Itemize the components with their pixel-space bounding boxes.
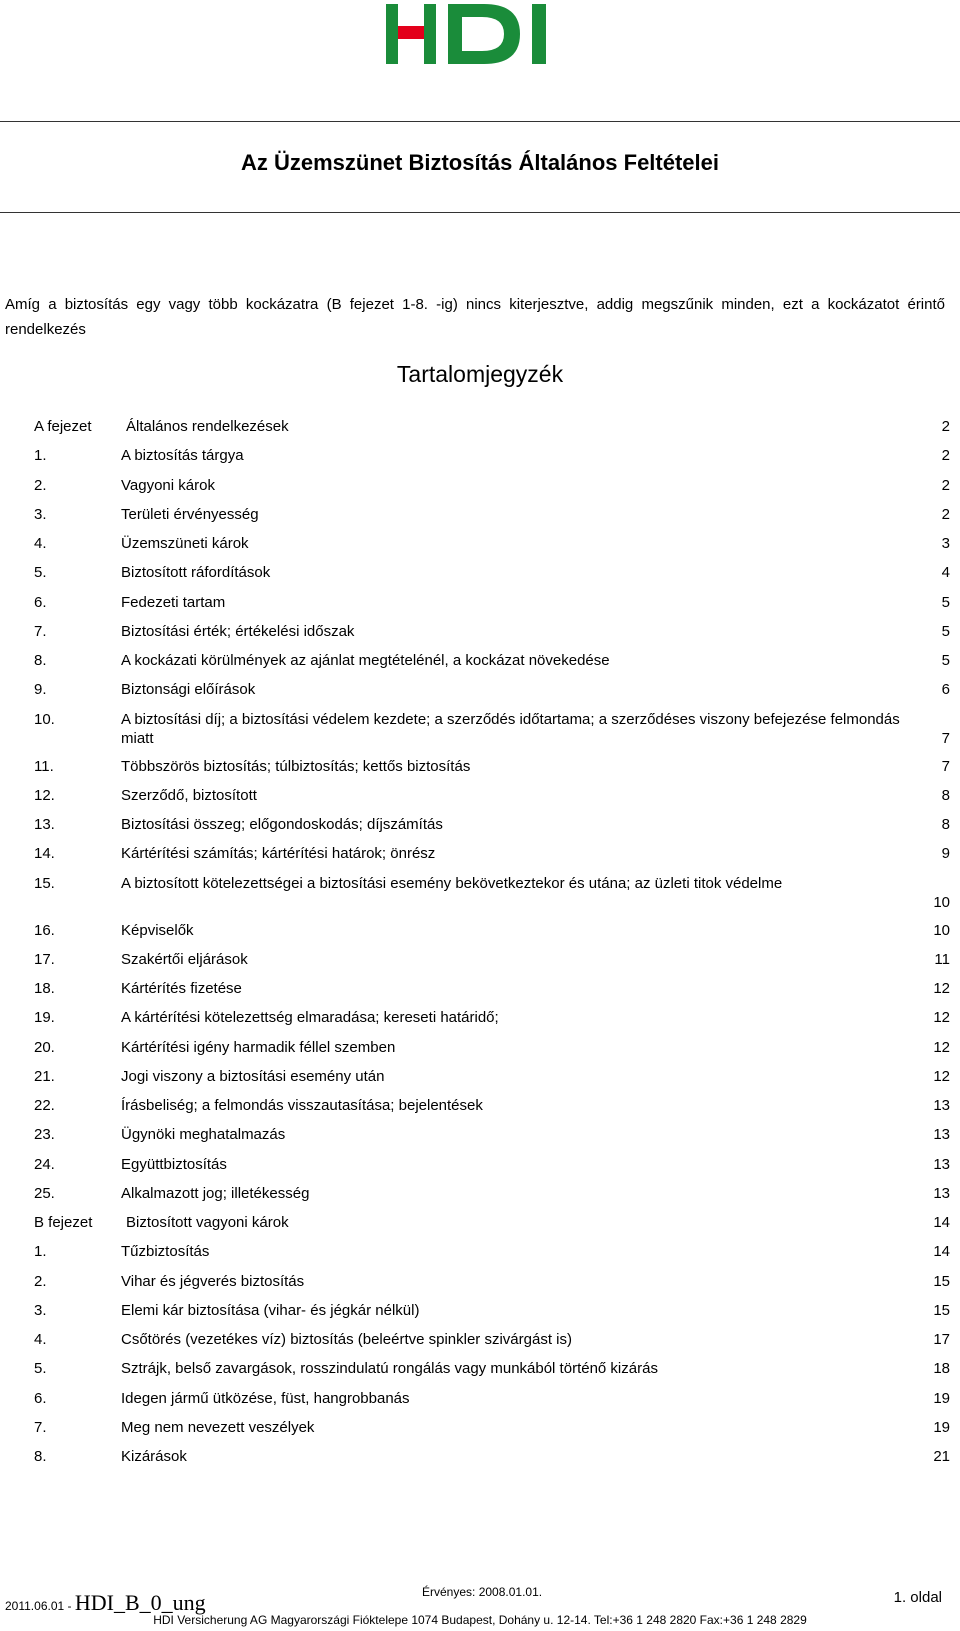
toc-entry-title: Biztosított vagyoni károk — [126, 1214, 289, 1231]
toc-entry-title: Biztosítási összeg; előgondoskodás; díjszámítás — [121, 816, 443, 833]
toc-entry-page: 5 — [941, 652, 950, 669]
toc-entry-page: 19 — [933, 1389, 950, 1407]
toc-entry-page: 11 — [934, 950, 950, 968]
footer-address: HDI Versicherung AG Magyarországi Fióktelepe 1074 Budapest, Dohány u. 12-14. Tel:+36 1 248 2820 Fax:+36 1 248 2829 — [153, 1613, 807, 1627]
toc-entry-title: Elemi kár biztosítása (vihar- és jégkár nélkül) — [121, 1301, 420, 1319]
footer-doc-code: HDI_B_0_ung — [74, 1590, 206, 1615]
toc-entry-number: 24. — [34, 1155, 55, 1173]
toc-entry-number: 9. — [34, 681, 47, 699]
toc-entry-title: Szerződő, biztosított — [121, 786, 257, 804]
toc-entry-title: Fedezeti tartam — [121, 593, 226, 611]
toc-entry[interactable] — [34, 1389, 950, 1418]
intro-paragraph — [5, 292, 945, 342]
toc-entry-number: 4. — [34, 1331, 47, 1348]
toc-entry-title: Együttbiztosítás — [121, 1155, 227, 1173]
toc-entry-page: 15 — [933, 1272, 950, 1290]
toc-entry-page: 9 — [941, 845, 950, 863]
header-divider — [0, 121, 960, 122]
toc-entry[interactable] — [34, 1213, 950, 1242]
toc-entry-title: Üzemszüneti károk — [121, 535, 249, 552]
toc-entry-title: A kockázati körülmények az ajánlat megtételénél, a kockázat növekedése — [121, 652, 610, 669]
toc-entry-page: 8 — [941, 786, 950, 804]
toc-entry[interactable] — [34, 476, 950, 505]
toc-entry-number: 1. — [34, 447, 47, 465]
toc-entry-title: Vagyoni károk — [121, 476, 215, 494]
toc-entry-number: 15. — [34, 874, 55, 892]
toc-entry-page: 2 — [941, 476, 950, 494]
logo-red-bar — [398, 26, 424, 39]
document-title: Az Üzemszünet Biztosítás Általános Feltételei — [241, 150, 719, 175]
toc-entry-page: 6 — [941, 681, 950, 699]
toc-entry-number: 19. — [34, 1009, 55, 1027]
toc-entry-number: 1. — [34, 1243, 47, 1261]
toc-entry[interactable] — [34, 786, 950, 815]
footer-page-number: 1. oldal — [893, 1589, 942, 1606]
toc-entry-page: 14 — [933, 1243, 950, 1261]
toc-entry[interactable] — [34, 1330, 950, 1359]
toc-entry-title: Vihar és jégverés biztosítás — [121, 1272, 305, 1290]
toc-entry-number: 22. — [34, 1097, 55, 1114]
toc-entry-title: Kizárások — [121, 1448, 187, 1465]
title-divider — [0, 212, 960, 213]
toc-entry-title: Általános rendelkezések — [126, 418, 289, 435]
toc-entry[interactable] — [34, 1242, 950, 1271]
toc-entry[interactable] — [34, 1008, 950, 1037]
toc-entry-title: Írásbeliség; a felmondás visszautasítása; bejelentések — [121, 1097, 483, 1114]
toc-entry-page: 13 — [933, 1184, 950, 1202]
toc-entry[interactable] — [34, 1184, 950, 1213]
toc-entry[interactable] — [34, 1272, 950, 1301]
toc-entry-title: Ügynöki meghatalmazás — [121, 1126, 286, 1144]
toc-entry-page: 17 — [933, 1331, 950, 1348]
toc-entry-number: 2. — [34, 476, 47, 494]
toc-entry-number: 23. — [34, 1126, 55, 1144]
toc-entry-number: 18. — [34, 980, 55, 997]
hdi-logo — [386, 4, 556, 64]
toc-entry-page: 13 — [933, 1155, 950, 1173]
toc-entry-number: B fejezet — [34, 1214, 93, 1231]
toc-entry-title: A biztosítás tárgya — [121, 447, 244, 465]
toc-entry[interactable] — [34, 1038, 950, 1067]
toc-entry[interactable] — [34, 874, 950, 921]
toc-entry-page: 12 — [933, 1009, 950, 1027]
toc-entry-number: 8. — [34, 1448, 47, 1465]
toc-entry-title: Csőtörés (vezetékes víz) biztosítás (beleértve spinkler szivárgást is) — [121, 1331, 572, 1348]
footer-valid-date: Érvényes: 2008.01.01. — [422, 1585, 543, 1599]
toc-entry-title: Kártérítési számítás; kártérítési határok; önrész — [121, 845, 436, 863]
toc-entry-number: 2. — [34, 1272, 47, 1290]
toc-entry-number: 6. — [34, 593, 47, 611]
toc-entry[interactable] — [34, 417, 950, 446]
toc-entry[interactable] — [34, 534, 950, 563]
toc-entry[interactable] — [34, 1067, 950, 1096]
toc-entry-page: 2 — [941, 505, 950, 523]
toc-entry-title: A kártérítési kötelezettség elmaradása; kereseti határidő; — [121, 1009, 499, 1027]
toc-entry[interactable] — [34, 979, 950, 1008]
toc-entry[interactable] — [34, 844, 950, 873]
toc-entry-number: 17. — [34, 950, 55, 968]
toc-entry[interactable] — [34, 815, 950, 844]
toc-entry-number: 14. — [34, 845, 55, 863]
toc-entry-number: 3. — [34, 1301, 47, 1319]
toc-entry-title: Sztrájk, belső zavargások, rosszindulatú rongálás vagy munkából történő kizárás — [121, 1360, 658, 1378]
toc-entry-page: 13 — [933, 1126, 950, 1144]
toc-entry-page: 4 — [941, 564, 950, 582]
intro-text: Amíg a biztosítás egy vagy több kockázatra (B fejezet 1-8. -ig) nincs kiterjesztve, addig megszűnik minden, ezt a kockázatot érintő rendelkezés — [5, 296, 945, 338]
toc-entry[interactable] — [34, 921, 950, 950]
toc-entry[interactable] — [34, 593, 950, 622]
toc-entry-title: Idegen jármű ütközése, füst, hangrobbanás — [121, 1389, 410, 1407]
toc-entry[interactable] — [34, 1418, 950, 1447]
toc-entry-page: 15 — [933, 1301, 950, 1319]
table-of-contents — [34, 417, 950, 1476]
toc-entry-page: 10 — [933, 893, 950, 911]
toc-entry[interactable] — [34, 446, 950, 475]
toc-entry-number: 7. — [34, 1418, 47, 1436]
toc-entry-number: 20. — [34, 1038, 55, 1056]
toc-entry-page: 18 — [933, 1360, 950, 1378]
toc-entry[interactable] — [34, 1096, 950, 1125]
toc-entry-page: 12 — [933, 980, 950, 997]
toc-entry-title: Többszörös biztosítás; túlbiztosítás; kettős biztosítás — [121, 757, 471, 775]
toc-entry-title: Szakértői eljárások — [121, 950, 248, 968]
footer-date: 2011.06.01 - — [5, 1599, 72, 1613]
toc-entry-page: 2 — [941, 447, 950, 465]
toc-entry-title: A biztosított kötelezettségei a biztosítási esemény bekövetkeztekor és utána; az üzleti titok védelme — [121, 874, 783, 892]
toc-entry-page: 5 — [941, 622, 950, 640]
toc-entry-number: 8. — [34, 652, 47, 669]
toc-entry-title: A biztosítási díj; a biztosítási védelem kezdete; a szerződés időtartama; a szerződéses viszony befejezése felmondás miatt — [121, 710, 900, 747]
toc-entry-number: 6. — [34, 1389, 47, 1407]
toc-entry-number: 4. — [34, 535, 47, 552]
toc-entry-title: Tűzbiztosítás — [121, 1243, 210, 1261]
toc-entry[interactable] — [34, 680, 950, 709]
toc-entry-page: 19 — [933, 1418, 950, 1436]
toc-entry-page: 8 — [941, 816, 950, 833]
toc-entry-title: Meg nem nevezett veszélyek — [121, 1418, 315, 1436]
toc-entry[interactable] — [34, 950, 950, 979]
toc-entry[interactable] — [34, 505, 950, 534]
toc-entry[interactable] — [34, 1359, 950, 1388]
toc-entry-number: 3. — [34, 505, 47, 523]
toc-entry-page: 2 — [941, 418, 950, 435]
toc-entry-number: 10. — [34, 710, 55, 728]
toc-entry-title: Biztosítási érték; értékelési időszak — [121, 622, 355, 640]
toc-entry-number: 5. — [34, 564, 47, 582]
toc-entry-title: Jogi viszony a biztosítási esemény után — [121, 1067, 385, 1085]
toc-entry-page: 12 — [933, 1067, 950, 1085]
toc-entry-number: 25. — [34, 1184, 55, 1202]
toc-entry[interactable] — [34, 1447, 950, 1476]
toc-entry-title: Biztonsági előírások — [121, 681, 256, 699]
toc-entry[interactable] — [34, 710, 950, 757]
toc-entry[interactable] — [34, 757, 950, 786]
toc-entry[interactable] — [34, 651, 950, 680]
toc-entry-page: 3 — [941, 535, 950, 552]
toc-entry-number: A fejezet — [34, 418, 92, 435]
toc-entry-page: 5 — [941, 593, 950, 611]
toc-entry[interactable] — [34, 563, 950, 592]
toc-entry-number: 5. — [34, 1360, 47, 1378]
toc-entry-title: Területi érvényesség — [121, 505, 259, 523]
toc-entry-page: 13 — [933, 1097, 950, 1114]
toc-entry-number: 21. — [34, 1067, 55, 1085]
toc-entry[interactable] — [34, 1301, 950, 1330]
toc-entry-number: 11. — [34, 757, 54, 775]
toc-entry-page: 14 — [933, 1214, 950, 1231]
toc-entry-number: 12. — [34, 786, 55, 804]
toc-entry-number: 7. — [34, 622, 47, 640]
toc-entry-title: Alkalmazott jog; illetékesség — [121, 1184, 310, 1202]
toc-entry-page: 7 — [941, 757, 950, 775]
toc-entry[interactable] — [34, 1155, 950, 1184]
toc-entry-title: Kártérítés fizetése — [121, 980, 242, 997]
toc-entry-number: 16. — [34, 921, 55, 939]
toc-entry-page: 21 — [933, 1448, 950, 1465]
toc-entry-number: 13. — [34, 816, 55, 833]
toc-entry-title: Biztosított ráfordítások — [121, 564, 271, 582]
toc-entry-page: 10 — [933, 921, 950, 939]
toc-entry-title: Képviselők — [121, 921, 194, 939]
toc-entry-title: Kártérítési igény harmadik féllel szemben — [121, 1038, 396, 1056]
toc-entry-page: 7 — [941, 729, 950, 747]
toc-entry-page: 12 — [933, 1038, 950, 1056]
toc-heading: Tartalomjegyzék — [396, 361, 564, 387]
toc-entry[interactable] — [34, 1125, 950, 1154]
toc-entry[interactable] — [34, 622, 950, 651]
